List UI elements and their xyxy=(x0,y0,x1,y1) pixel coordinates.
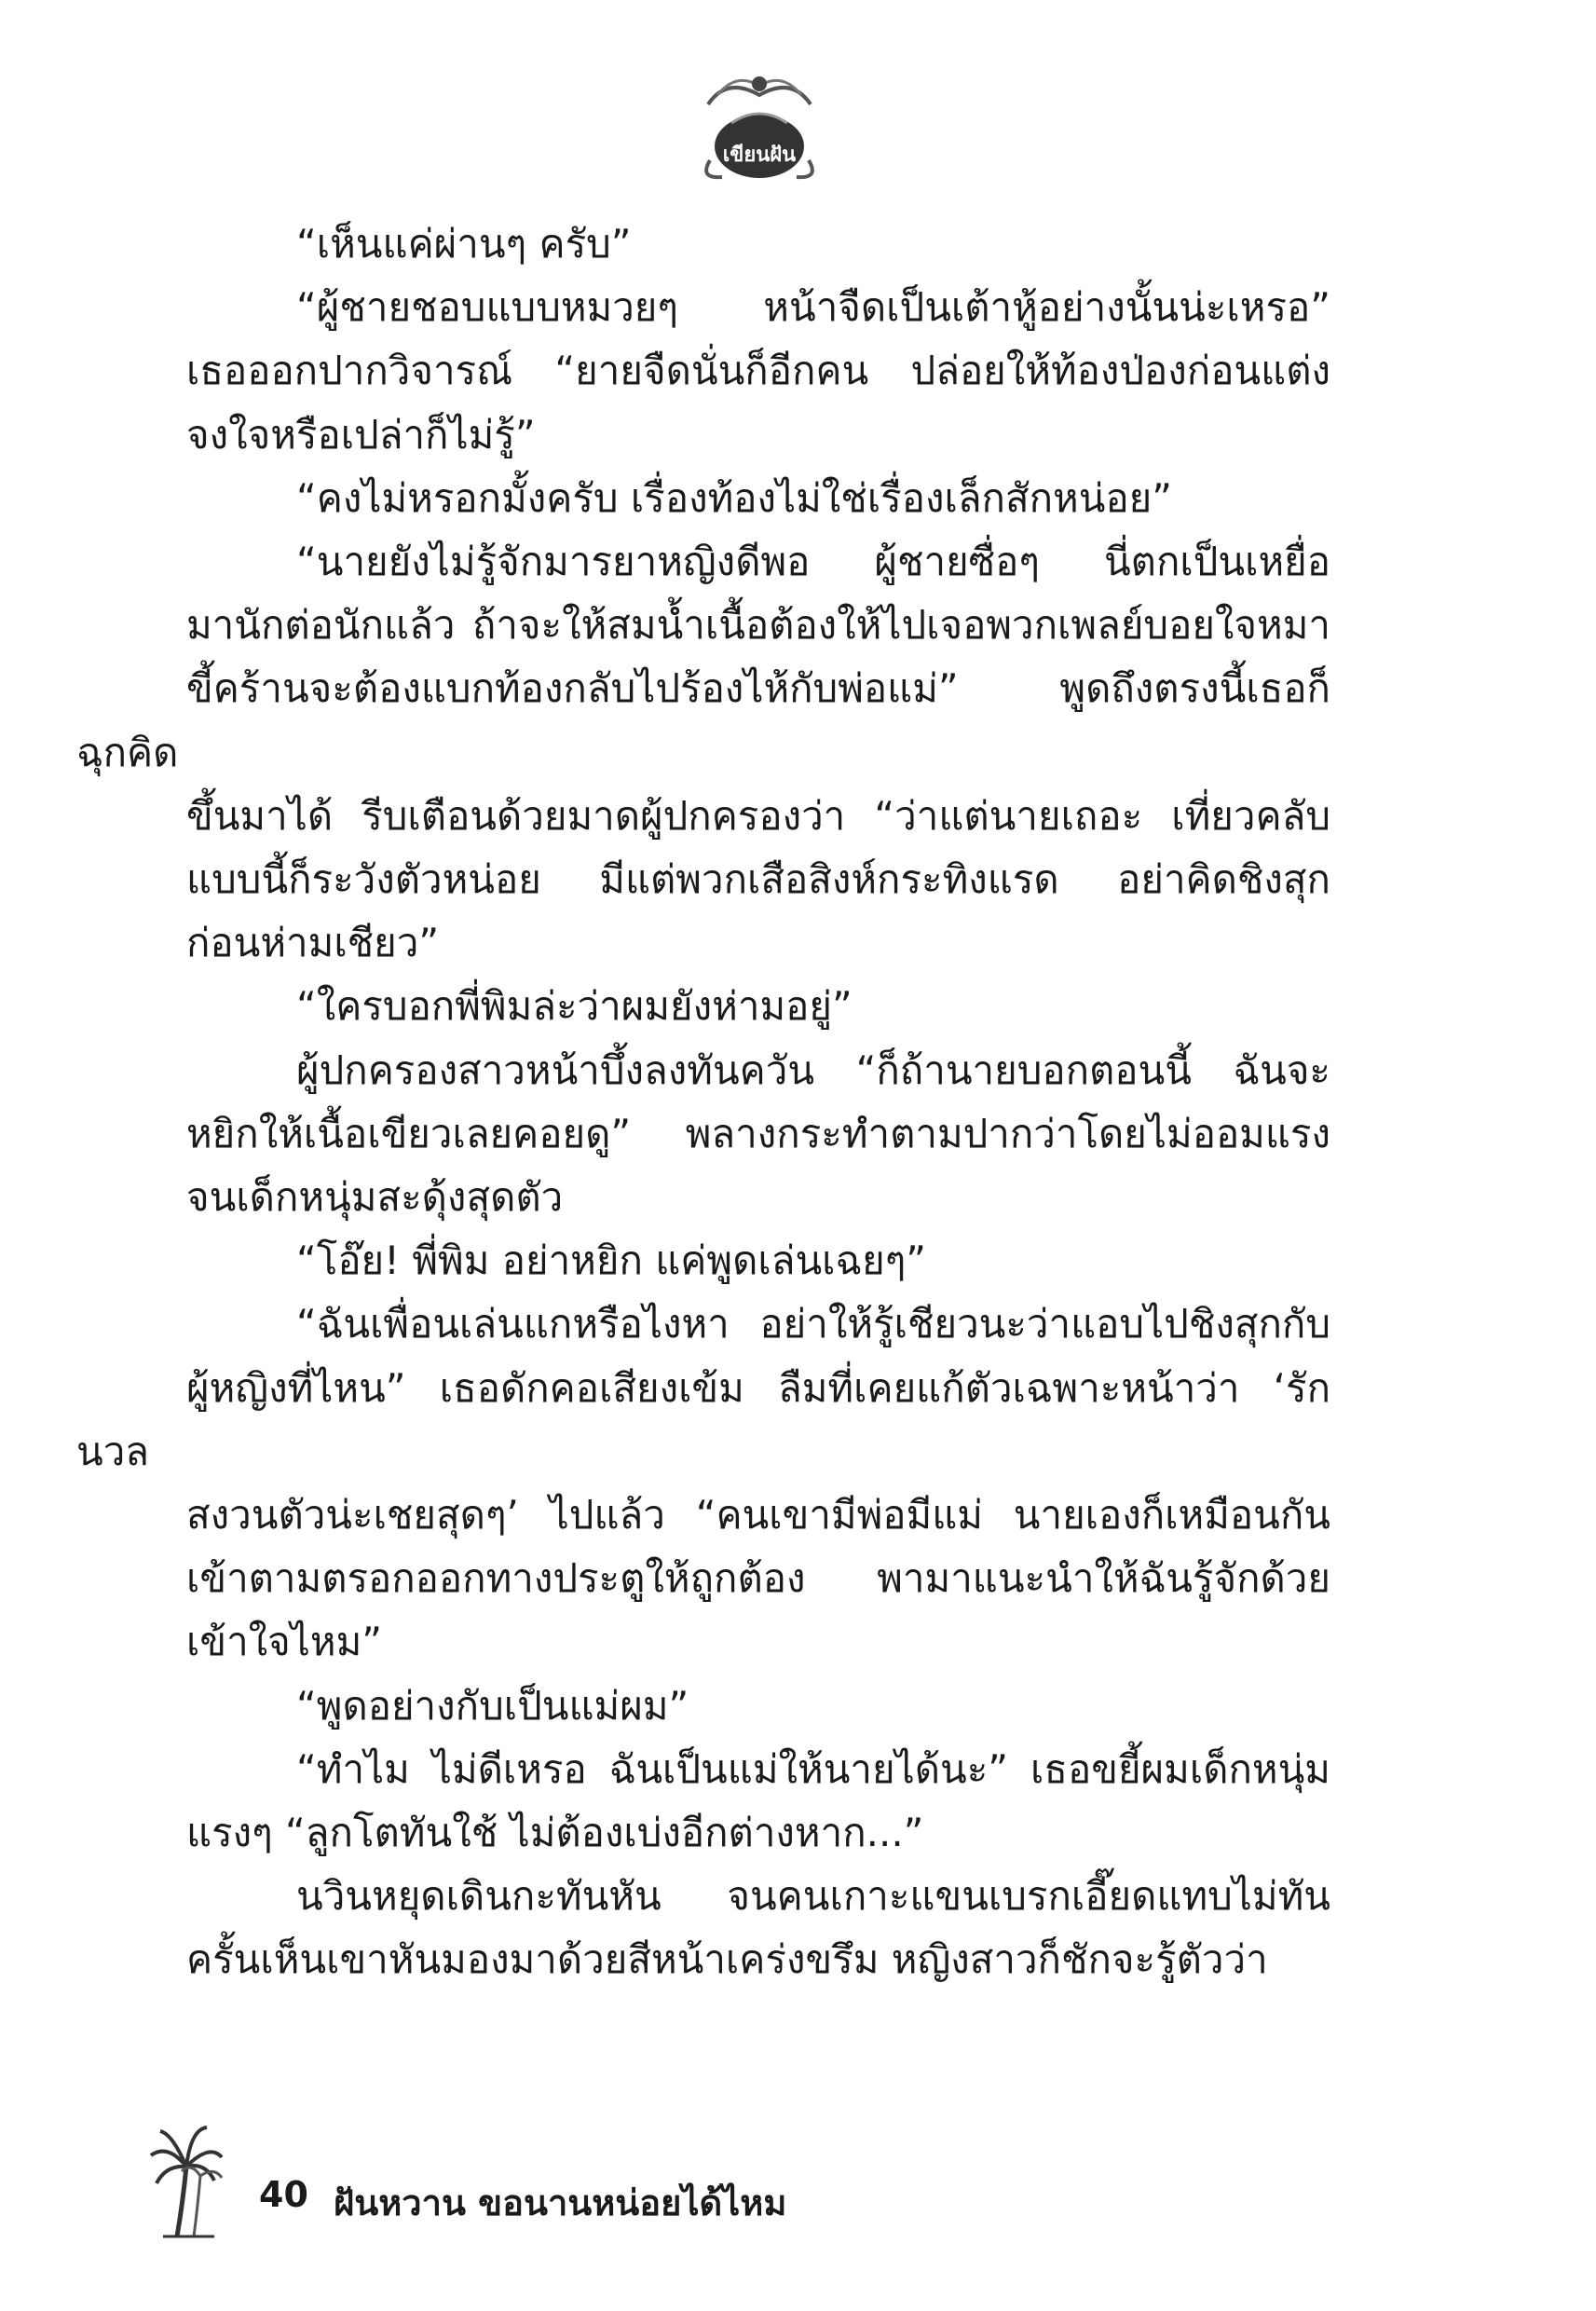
text-line: เข้าใจไหม” xyxy=(186,1619,383,1665)
text-line: มานักต่อนักแล้ว ถ้าจะให้สมน้ำเนื้อต้องให้ไปเจอพวกเพลย์บอยใจหมา xyxy=(186,602,1330,649)
text-line: จนเด็กหนุ่มสะดุ้งสุดตัว xyxy=(186,1174,564,1221)
text-line: “คงไม่หรอกมั้งครับ เรื่องท้องไม่ใช่เรื่องเล็กสักหน่อย” xyxy=(296,474,1173,521)
paragraph xyxy=(186,1675,1330,1738)
paragraph xyxy=(186,1229,1330,1292)
paragraph xyxy=(76,530,1330,975)
paragraph xyxy=(186,1039,1330,1230)
logo-text: เขียนฝัน xyxy=(722,143,797,167)
text-line: แรงๆ “ลูกโตทันใช้ ไม่ต้องเบ่งอีกต่างหาก...” xyxy=(186,1810,924,1856)
text-line: จงใจหรือเปล่าก็ไม่รู้” xyxy=(186,411,536,458)
text-line: “นายยังไม่รู้จักมารยาหญิงดีพอ ผู้ชายซื่อๆ นี่ตกเป็นเหยื่อ xyxy=(296,539,1330,585)
text-line: ผู้หญิงที่ไหน” เธอดักคอเสียงเข้ม ลืมที่เคยแก้ตัวเฉพาะหน้าว่า ‘รักนวล xyxy=(76,1364,1330,1474)
text-line: “โอ๊ย! พี่พิม อย่าหยิก แค่พูดเล่นเฉยๆ” xyxy=(296,1238,927,1284)
paragraph xyxy=(186,1865,1330,1991)
text-line: เข้าตามตรอกออกทางประตูให้ถูกต้อง พามาแนะนำให้ฉันรู้จักด้วย xyxy=(186,1555,1330,1602)
text-line: “ผู้ชายชอบแบบหมวยๆ หน้าจืดเป็นเต้าหู้อย่างนั้นน่ะเหรอ” xyxy=(296,284,1330,331)
header-logo xyxy=(689,67,829,188)
paragraph xyxy=(186,212,1330,276)
paragraph xyxy=(76,1292,1330,1674)
paragraph xyxy=(186,1738,1330,1865)
text-line: “ฉันเพื่อนเล่นแกหรือไงหา อย่าให้รู้เชียวนะว่าแอบไปชิงสุกกับ xyxy=(296,1301,1330,1347)
text-line: หยิกให้เนื้อเขียวเลยคอยดู” พลางกระทำตามปากว่าโดยไม่ออมแรง xyxy=(186,1110,1330,1156)
text-line: ก่อนห่ามเชียว” xyxy=(186,920,440,966)
text-line: “เห็นแค่ผ่านๆ ครับ” xyxy=(296,221,632,267)
text-line: ขี้คร้านจะต้องแบกท้องกลับไปร้องไห้กับพ่อแม่” พูดถึงตรงนี้เธอก็ฉุกคิด xyxy=(76,665,1330,775)
text-line: สงวนตัวน่ะเชยสุดๆ’ ไปแล้ว “คนเขามีพ่อมีแม่ นายเองก็เหมือนกัน xyxy=(186,1492,1330,1538)
text-line: ผู้ปกครองสาวหน้าบึ้งลงทันควัน “ก็ถ้านายบอกตอนนี้ ฉันจะ xyxy=(296,1046,1330,1093)
text-line: “ทำไม ไม่ดีเหรอ ฉันเป็นแม่ให้นายได้นะ” เธอขยี้ผมเด็กหนุ่ม xyxy=(296,1745,1330,1792)
text-line: ขึ้นมาได้ รีบเตือนด้วยมาดผู้ปกครองว่า “ว่าแต่นายเถอะ เที่ยวคลับ xyxy=(186,792,1330,839)
text-line: นวินหยุดเดินกะทันหัน จนคนเกาะแขนเบรกเอี๊ยดแทบไม่ทัน xyxy=(296,1873,1330,1920)
paragraph xyxy=(186,975,1330,1038)
text-line: “พูดอย่างกับเป็นแม่ผม” xyxy=(296,1682,689,1729)
paragraph xyxy=(186,467,1330,530)
text-line: ครั้นเห็นเขาหันมองมาด้วยสีหน้าเคร่งขรึม หญิงสาวก็ชักจะรู้ตัวว่า xyxy=(186,1936,1268,1983)
page-footer xyxy=(149,2120,1081,2241)
text-line: เธอออกปากวิจารณ์ “ยายจืดนั่นก็อีกคน ปล่อยให้ท้องป่องก่อนแต่ง xyxy=(186,348,1330,394)
book-title: ฝันหวาน ขอนานหน่อยได้ไหม xyxy=(334,2182,787,2223)
story-text xyxy=(76,212,1330,1992)
palm-tree-icon xyxy=(149,2120,224,2241)
text-line: “ใครบอกพี่พิมล่ะว่าผมยังห่ามอยู่” xyxy=(296,983,853,1030)
text-line: แบบนี้ก็ระวังตัวหน่อย มีแต่พวกเสือสิงห์กระทิงแรด อย่าคิดชิงสุก xyxy=(186,856,1330,903)
page-number: 40 xyxy=(259,2174,308,2215)
paragraph xyxy=(186,276,1330,467)
